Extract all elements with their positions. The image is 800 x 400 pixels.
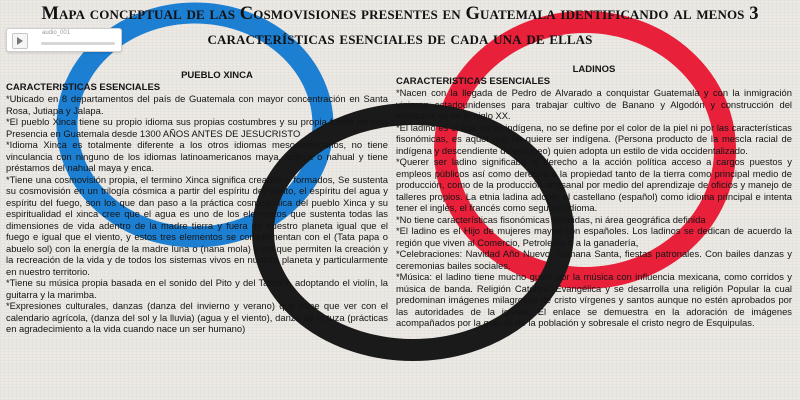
pueblo-xinca-panel: [6, 70, 388, 335]
pueblo-xinca-heading: PUEBLO XINCA: [181, 70, 253, 81]
xinca-paragraph: *Tiene su música propia basada en el sonido del Pito y del Tambor, adoptando el violín, la guitarra y la marimba.: [6, 277, 388, 300]
xinca-paragraph: *El pueblo Xinca tiene su propio idioma sus propias costumbres y su propia forma de vida Presencia en Guatemala desde 1300 AÑOS ANTES DE JESUCRISTO: [6, 116, 388, 139]
ladinos-heading: LADINOS: [572, 64, 616, 75]
ladinos-paragraph: *El ladino es el que no es indígena, no se define por el color de la piel ni por las características fisonómicas, es aquel que no quiere ser indígena. (Persona producto de la mescla racial de indígena y descendiente de europeo) quien adopta un estilo de vida occidentalizado.: [396, 121, 792, 156]
ladinos-subheading: CARACTERISTICAS ESENCIALES: [396, 76, 551, 87]
ladinos-paragraph: *No tiene características fisonómicas definidas, ni área geográfica definida: [396, 213, 706, 225]
audio-player[interactable]: [6, 28, 122, 52]
ladinos-paragraph: *El ladino es el Hijo de mujeres mayas con españoles. Los ladinos se dedican de acuerdo la región que viven al Comercio, Petroleros o a la ganadería,: [396, 225, 792, 248]
pueblo-xinca-body: [6, 93, 388, 335]
ladinos-paragraph: *Nacen con la llegada de Pedro de Alvarado a conquistar Guatemala y con la inmigración vinieron estadounidenses para trabajar cultivo de Banano y Algodón y construcción del ferrocarril ya en el siglo XX.: [396, 87, 792, 121]
ladinos-paragraph: *Celebraciones: Navidad Año Nuevo, Semana Santa, fiestas patronales. Con bailes danzas y ceremonias bailes sociales.: [396, 248, 792, 271]
audio-file-name: audio_001: [42, 30, 71, 36]
ladinos-body: [396, 87, 792, 329]
xinca-paragraph: *Tiene una cosmovisión propia, el termino Xinca significa creados o formados, Se sustenta su cosmovisión en un trilogía cósmica a partir del espíritu del viento, el espíritu del agua y espíritu del fuego, son los que dan paso a la práctica cosmogónica del pueblo Xinca y su espiritualidad el xinca cree que el agua es uno de los elementos que sustenta todas las dimensiones de vida adentro de la madre tierra y fuera de nuestro planeta igual que el fuego e igual que el viento, y estos tres elementos se complementan con el (Tata papa o abuelo sol) con la energía de la madre luna o (nana mola) y los que permiten la creación y la recreación de la vida y de todos los sistemas vivos en nuestro planeta y particularmente en nuestro territorio.: [6, 173, 388, 277]
title-line-1: Mapa conceptual de las Cosmovisiones presentes en Guatemala identificando al menos 3: [41, 4, 759, 24]
play-icon[interactable]: [12, 33, 28, 49]
audio-progress-bar[interactable]: [41, 42, 115, 45]
xinca-paragraph: *Ubicado en 8 departamentos del país de Guatemala con mayor concentración en Santa Rosa, Jutiapa y Jalapa.: [6, 93, 388, 116]
title-line-2: características esenciales de cada una de ellas: [207, 29, 593, 49]
ladinos-paragraph: *Música: el ladino tiene mucho gusto por la música con influencia mexicana, como corridos y música de banda. Religión Católica, Evangélica y se desarrolla una religión Popular la cual predominan imágenes milagrosas de cristo vírgenes y santos aunque no estén aprobados por las autoridades de la iglesia. El enlace se demuestra en la adoración de imágenes acompañados por la gran fe de la población y sobresale el cristo negro de Esquipulas.: [396, 271, 792, 328]
xinca-paragraph: *Expresiones culturales, danzas (danza del invierno y verano) que tiene que ver con el calendario agrícola, (danza del sol y la lluvia) (agua y el viento), danza de la tuza (prácticas en agradecimiento a la vida cuando nace un ser humano): [6, 300, 388, 334]
xinca-paragraph: *Idioma Xinca es totalmente diferente a los otros idiomas mesoamericanos, no tiene vinculancia con ninguno de los idiomas latinoamericanos maya, azteca o nahual y tiene préstamos del nahual maya y enca.: [6, 139, 388, 173]
pueblo-xinca-subheading: CARACTERISTICAS ESENCIALES: [6, 82, 161, 93]
ladinos-panel: [396, 64, 792, 329]
ladinos-paragraph: *Querer ser ladino significaba el derecho a la acción política acceso a cargos puestos y empleos públicos así como derecho a la propiedad tanto de la tierra como principal medio de producción, como de la producción artesanal por medio del aprendizaje de oficios y manejo de talleres propios. La etnia ladina adopto el castellano (español) como idioma principal e intenta tener el inglés, el francés como segundo idioma.: [396, 156, 792, 213]
